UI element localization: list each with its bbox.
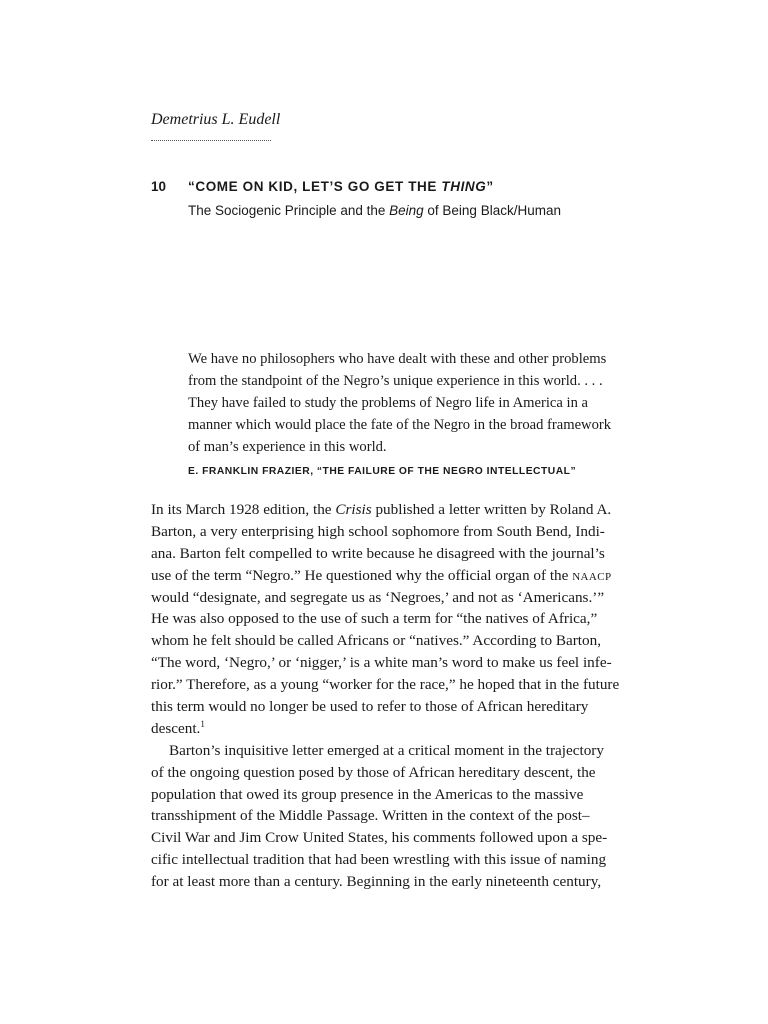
- epigraph-line: They have failed to study the problems of Negro life in America in a: [188, 395, 588, 411]
- chapter-title-text: “COME ON KID, LET’S GO GET THE: [188, 179, 442, 194]
- body-line: [151, 499, 613, 521]
- chapter-title-italic: THING: [441, 179, 487, 194]
- footnote-marker: 1: [200, 718, 205, 729]
- journal-title-italic: Crisis: [335, 501, 372, 518]
- body-line: cific intellectual tradition that had been wrestling with this issue of naming: [151, 851, 607, 869]
- body-line: rior.” Therefore, as a young “worker for the race,” he hoped that in the future: [151, 676, 620, 694]
- body-text-span: use of the term “Negro.” He questioned why the official organ of the: [151, 566, 573, 584]
- body-text-span: published a letter written by Roland A.: [371, 501, 612, 518]
- epigraph-quote: [188, 348, 613, 458]
- running-head-author: Demetrius L. Eudell: [151, 111, 281, 128]
- chapter-subtitle-italic: Being: [389, 203, 424, 218]
- body-line: of the ongoing question posed by those of African hereditary descent, the: [151, 763, 596, 781]
- acronym-small-caps: naacp: [572, 566, 612, 584]
- body-line: this term would no longer be used to refer to those of African hereditary: [151, 698, 589, 716]
- body-line: for at least more than a century. Beginning in the early nineteenth century,: [151, 873, 602, 891]
- chapter-title-closing-quote: ”: [486, 179, 494, 194]
- epigraph-line: from the standpoint of the Negro’s unique experience in this world. . . .: [188, 373, 603, 389]
- body-line: Civil War and Jim Crow United States, his comments followed upon a spe-: [151, 829, 608, 847]
- chapter-title: [188, 178, 494, 196]
- body-line: transshipment of the Middle Passage. Written in the context of the post–: [151, 807, 590, 825]
- epigraph-line: manner which would place the fate of the Negro in the broad framework: [188, 417, 612, 433]
- epigraph-line: of man’s experience in this world.: [188, 439, 387, 455]
- epigraph-line: We have no philosophers who have dealt with these and other problems: [188, 351, 607, 367]
- chapter-subtitle: [188, 202, 561, 220]
- body-line: ana. Barton felt compelled to write because he disagreed with the journal’s: [151, 544, 605, 562]
- running-head-rule: [151, 140, 271, 141]
- chapter-number: 10: [151, 179, 167, 194]
- body-text: [151, 499, 620, 893]
- epigraph-attribution: E. FRANKLIN FRAZIER, “THE FAILURE OF THE NEGRO INTELLECTUAL”: [188, 466, 577, 477]
- body-line: [151, 565, 613, 587]
- body-line: “The word, ‘Negro,’ or ‘nigger,’ is a white man’s word to make us feel infe-: [151, 654, 612, 672]
- chapter-subtitle-text-end: of Being Black/Human: [423, 203, 561, 218]
- body-line: would “designate, and segregate us as ‘Negroes,’ and not as ‘Americans.’”: [151, 588, 605, 606]
- body-line: population that owed its group presence in the Americas to the massive: [151, 785, 584, 803]
- chapter-subtitle-text: The Sociogenic Principle and the: [188, 203, 390, 218]
- body-line: [151, 718, 613, 740]
- body-line: whom he felt should be called Africans or “natives.” According to Barton,: [151, 632, 602, 650]
- body-text-span: In its March 1928 edition, the: [151, 501, 336, 518]
- body-line: Barton, a very enterprising high school sophomore from South Bend, Indi-: [151, 522, 605, 540]
- body-line: Barton’s inquisitive letter emerged at a critical moment in the trajectory: [169, 741, 604, 759]
- body-text-span: descent.: [151, 719, 201, 737]
- body-line: He was also opposed to the use of such a term for “the natives of Africa,”: [151, 610, 598, 628]
